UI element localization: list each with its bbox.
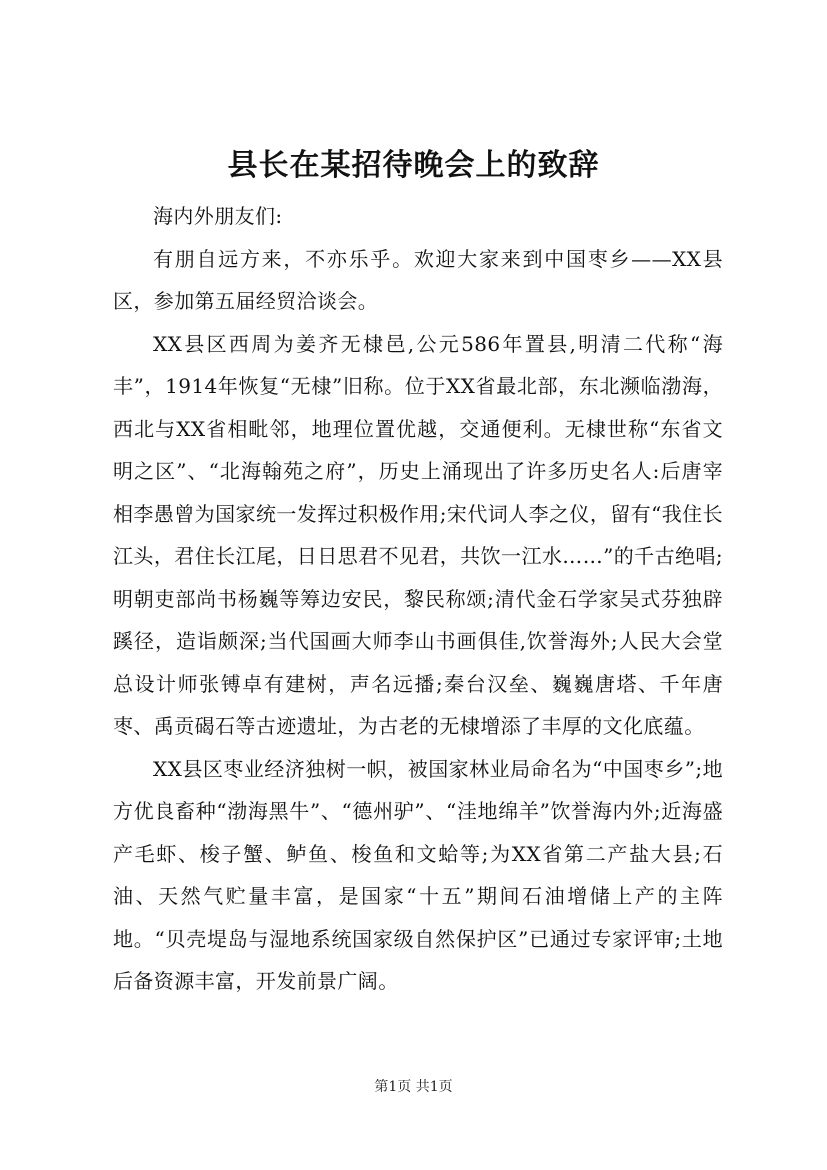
document-title: 县长在某招待晚会上的致辞: [227, 148, 600, 183]
welcome-paragraph: 有朋自远方来，不亦乐乎。欢迎大家来到中国枣乡——XX县区，参加第五届经贸洽谈会。: [113, 246, 723, 313]
history-paragraph: XX县区西周为姜齐无棣邑,公元586年置县,明清二代称“海丰”，1914年恢复“无棣”旧称。位于XX省最北部，东北濒临渤海，西北与XX省相毗邻，地理位置优越，交通便利。无棣世称“东省文明之区”、“北海翰苑之府”，历史上涌现出了许多历史名人:后唐宰相李愚曾为国家统一发挥过积极作用;宋代词人李之仪，留有“我住长江头，君住长江尾，日日思君不见君，共饮一江水……”的千古绝唱;明朝吏部尚书杨巍等筹边安民，黎民称颂;清代金石学家吴式芬独辟蹊径，造诣颇深;当代国画大师李山书画俱佳,饮誉海外;人民大会堂总设计师张镈卓有建树，声名远播;秦台汉垒、巍巍唐塔、千年唐枣、禹贡碣石等古迹遗址，为古老的无棣增添了丰厚的文化底蕴。: [113, 331, 723, 738]
document-body: [113, 195, 723, 1003]
economy-paragraph: XX县区枣业经济独树一帜，被国家林业局命名为“中国枣乡”;地方优良畜种“渤海黑牛”、“德州驴”、“洼地绵羊”饮誉海内外;近海盛产毛虾、梭子蟹、鲈鱼、梭鱼和文蛤等;为XX省第二产盐大县;石油、天然气贮量丰富，是国家“十五”期间石油增储上产的主阵地。“贝壳堤岛与湿地系统国家级自然保护区”已通过专家评审;土地后备资源丰富，开发前景广阔。: [113, 756, 723, 993]
page-footer: 第1页 共1页: [374, 1079, 453, 1095]
salutation-paragraph: 海内外朋友们:: [153, 204, 283, 228]
